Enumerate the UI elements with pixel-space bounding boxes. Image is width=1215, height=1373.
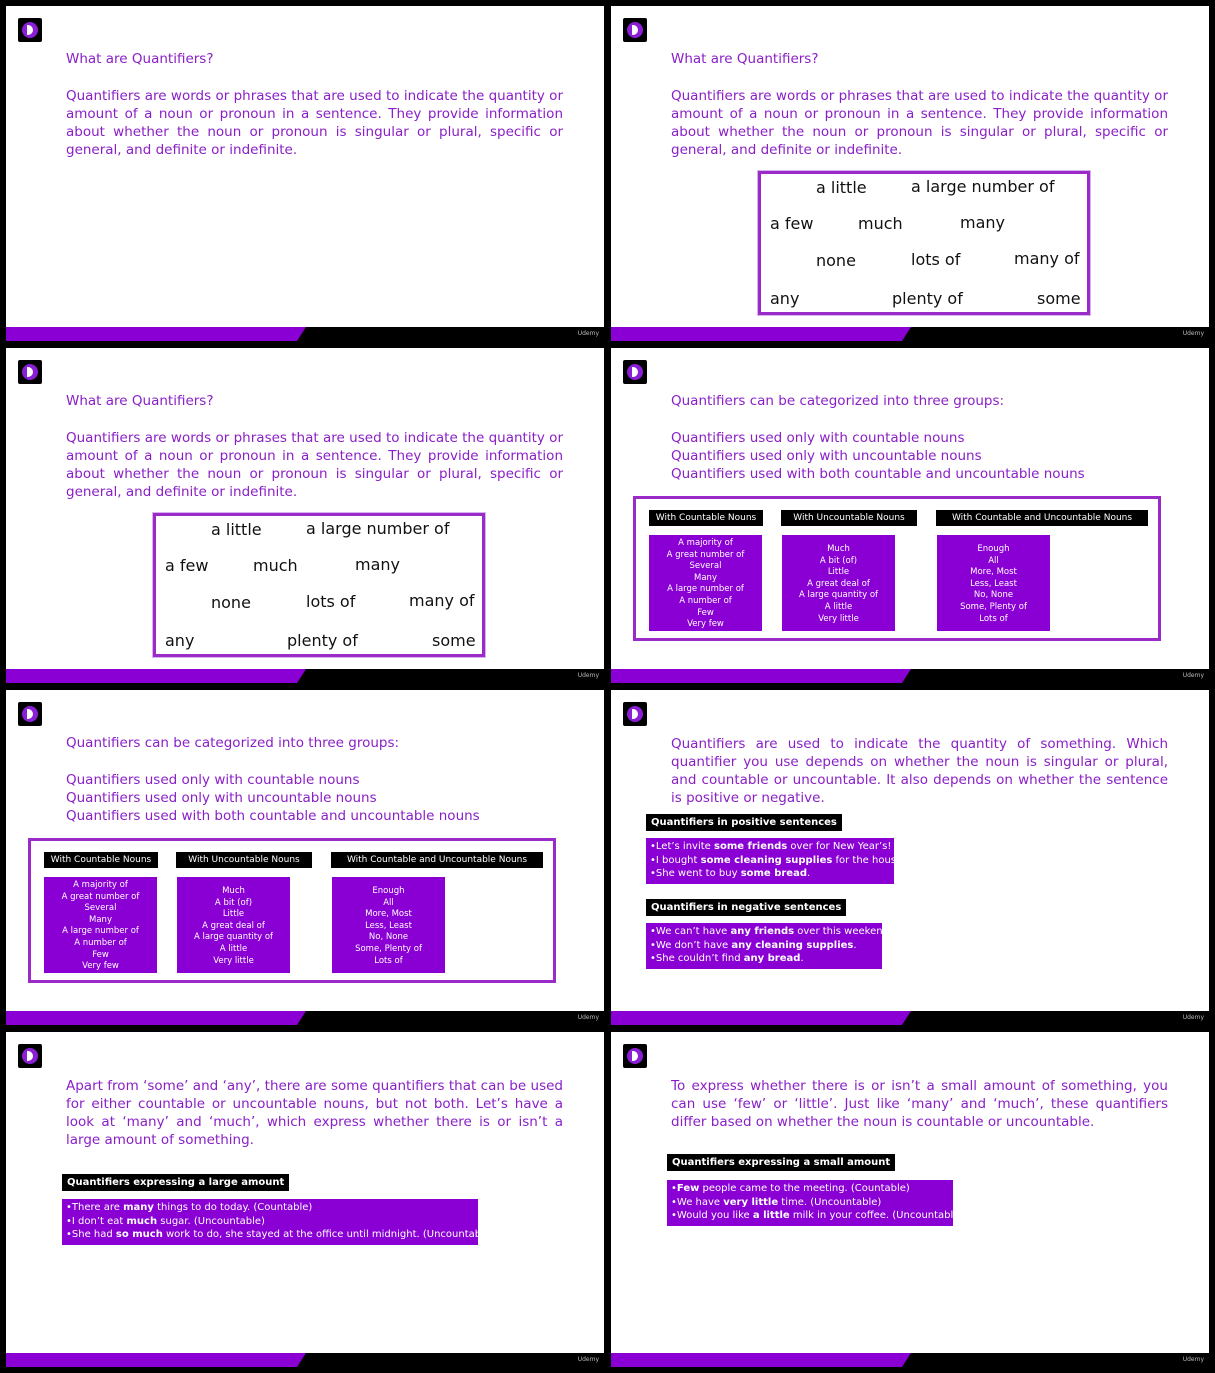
group-item: Quantifiers used only with countable nouns [671,430,965,446]
word: lots of [911,250,961,269]
table-cell: A number of [74,937,127,948]
slide-5[interactable] [6,690,604,1025]
brand-label: Udemy [1182,330,1204,337]
small-amount-title: Quantifiers expressing a small amount [667,1154,895,1171]
table-cell: All [988,555,999,566]
example-line: •She couldn’t find any bread. [650,953,804,965]
quantifier-table [28,838,556,983]
table-cell: A large quantity of [193,932,274,943]
example-line: •Let’s invite some friends over for New Year’s! [650,841,892,852]
word: plenty of [892,289,963,308]
word-cloud [153,513,485,657]
example-line: •Would you like a little milk in your coffee. (Uncountable) [671,1210,964,1222]
table-cell: A number of [679,595,732,606]
word: a little [816,178,867,197]
slide-8[interactable] [611,1032,1209,1367]
brand-label: Udemy [577,1014,599,1021]
brand-label: Udemy [577,330,599,337]
word: a few [165,556,209,575]
logo-icon [18,360,42,384]
example-line: •We can’t have any friends over this weekend. [650,926,893,937]
table-cell: A bit (of) [214,897,253,908]
logo-icon [18,18,42,42]
slide-4[interactable] [611,348,1209,683]
word: some [1037,289,1081,308]
slide-1[interactable] [6,6,604,341]
table-cell: Enough [977,544,1010,554]
brand-label: Udemy [1182,1356,1204,1363]
table-cell: Several [84,903,117,914]
table-cell: A little [219,943,248,954]
slide-body: Quantifiers are words or phrases that are used to indicate the quantity or amount of a noun or pronoun in a sentence. They provide information about whether the noun or pronoun is singular or plural, specific or general, and definite or indefinite. [671,88,1168,158]
slide-7[interactable] [6,1032,604,1367]
brand-label: Udemy [1182,1014,1204,1021]
column-items [332,877,445,973]
slide-body: Apart from ‘some’ and ‘any’, there are some quantifiers that can be used for either countable or uncountable nouns, but not both. Let’s have a look at ‘many’ and ‘much’, which express whether there is or isn’t a large amount of something. [66,1078,563,1148]
brand-label: Udemy [577,1356,599,1363]
group-item: Quantifiers used with both countable and uncountable nouns [66,808,480,824]
slide-body: Quantifiers are used to indicate the quantity of something. Which quantifier you use depends on whether the noun is singular or plural, and countable or uncountable. It also depends on whether the sentence is positive or negative. [671,736,1168,806]
negative-examples [646,923,893,969]
group-item: Quantifiers used only with uncountable nouns [66,790,377,806]
brand-label: Udemy [1182,672,1204,679]
table-cell: Very little [818,613,859,624]
slide-body: To express whether there is or isn’t a small amount of something, you can use ‘few’ or ‘little’. Just like ‘many’ and ‘much’, these quantifiers differ based on whether the noun is countable or uncountable. [671,1078,1168,1130]
table-cell: More, Most [970,567,1017,578]
table-cell: A large quantity of [798,590,879,601]
table-cell: Few [92,949,109,960]
table-cell: No, None [973,590,1014,601]
quantifier-table [633,496,1161,641]
large-amount-title: Quantifiers expressing a large amount [62,1174,289,1191]
table-cell: Very little [213,955,254,966]
table-cell: A large number of [62,926,139,937]
word: a little [211,520,262,539]
table-cell: More, Most [365,909,412,920]
word: none [816,251,856,270]
footer-bar [6,1353,604,1367]
table-cell: Some, Plenty of [355,943,422,954]
slide-heading: Quantifiers can be categorized into three groups: [66,735,400,751]
word: lots of [306,592,356,611]
example-line: •We don’t have any cleaning supplies. [650,939,857,951]
table-cell: Some, Plenty of [960,601,1027,612]
word: any [165,631,195,650]
table-cell: Little [827,567,850,578]
slide-3[interactable] [6,348,604,683]
table-cell: A little [824,601,853,612]
column-items [177,877,290,973]
table-cell: Few [697,607,714,618]
table-cell: Lots of [374,955,403,966]
word: a large number of [306,519,450,538]
slide-body: Quantifiers are words or phrases that are used to indicate the quantity or amount of a noun or pronoun in a sentence. They provide information about whether the noun or pronoun is singular or plural, specific or general, and definite or indefinite. [66,430,563,500]
logo-icon [623,702,647,726]
table-cell: Very few [687,619,724,630]
column-header: With Countable Nouns [649,510,763,526]
slide-body: Quantifiers are words or phrases that are used to indicate the quantity or amount of a noun or pronoun in a sentence. They provide information about whether the noun or pronoun is singular or plural, specific or general, and definite or indefinite. [66,88,563,158]
group-item: Quantifiers used with both countable and uncountable nouns [671,466,1085,482]
table-cell: Less, Least [970,578,1017,589]
word-cloud [758,171,1090,315]
word: some [432,631,476,650]
word: many [355,555,400,574]
column-header: With Uncountable Nouns [781,510,917,526]
table-cell: Very few [82,961,119,972]
word: much [253,556,298,575]
table-cell: A great deal of [807,578,870,589]
logo-icon [623,1044,647,1068]
group-item: Quantifiers used only with uncountable nouns [671,448,982,464]
group-item: Quantifiers used only with countable nouns [66,772,360,788]
table-cell: Much [827,544,850,554]
brand-label: Udemy [577,672,599,679]
table-cell: A great number of [666,549,745,560]
table-cell: A bit (of) [819,555,858,566]
table-cell: Enough [372,886,405,896]
column-items [649,535,762,631]
footer-bar [6,327,604,341]
word: a large number of [911,177,1055,196]
table-cell: Many [89,914,112,925]
table-cell: Several [689,561,722,572]
example-line: •There are many things to do today. (Countable) [66,1202,313,1213]
logo-icon [623,360,647,384]
slide-6[interactable] [611,690,1209,1025]
example-line: •I bought some cleaning supplies for the house. [650,854,906,866]
logo-icon [18,702,42,726]
table-cell: No, None [368,932,409,943]
negative-title: Quantifiers in negative sentences [646,899,846,916]
word: a few [770,214,814,233]
table-cell: All [383,897,394,908]
column-header: With Countable and Uncountable Nouns [331,852,543,868]
example-line: •She went to buy some bread. [650,868,811,880]
table-cell: Lots of [979,613,1008,624]
footer-bar [611,669,1209,683]
column-header: With Countable Nouns [44,852,158,868]
slide-heading: What are Quantifiers? [66,393,214,409]
footer-bar [611,327,1209,341]
small-amount-examples [667,1180,964,1226]
group-list [671,429,1085,483]
word: plenty of [287,631,358,650]
table-cell: A great number of [61,891,140,902]
slide-2[interactable] [611,6,1209,341]
table-cell: Little [222,909,245,920]
large-amount-examples [62,1199,494,1245]
column-items [44,877,157,973]
example-line: •I don’t eat much sugar. (Uncountable) [66,1215,265,1227]
word: none [211,593,251,612]
word: many of [1014,249,1080,268]
logo-icon [18,1044,42,1068]
example-line: •We have very little time. (Uncountable) [671,1196,882,1208]
word: any [770,289,800,308]
slide-heading: Quantifiers can be categorized into three groups: [671,393,1005,409]
table-cell: A majority of [73,880,128,890]
example-line: •She had so much work to do, she stayed at the office until midnight. (Uncountable) [66,1229,494,1241]
table-cell: A majority of [678,538,733,548]
group-list [66,771,480,825]
table-cell: Less, Least [365,920,412,931]
column-items [937,535,1050,631]
column-items [782,535,895,631]
slide-heading: What are Quantifiers? [66,51,214,67]
word: many [960,213,1005,232]
footer-bar [6,1011,604,1025]
word: many of [409,591,475,610]
slide-heading: What are Quantifiers? [671,51,819,67]
logo-icon [623,18,647,42]
table-cell: A great deal of [202,920,265,931]
table-cell: Much [222,886,245,896]
footer-bar [611,1353,1209,1367]
positive-examples [646,838,906,884]
example-line: •Few people came to the meeting. (Countable) [671,1183,910,1194]
positive-title: Quantifiers in positive sentences [646,814,842,831]
table-cell: A large number of [667,584,744,595]
footer-bar [611,1011,1209,1025]
column-header: With Uncountable Nouns [176,852,312,868]
column-header: With Countable and Uncountable Nouns [936,510,1148,526]
table-cell: Many [694,572,717,583]
word: much [858,214,903,233]
footer-bar [6,669,604,683]
